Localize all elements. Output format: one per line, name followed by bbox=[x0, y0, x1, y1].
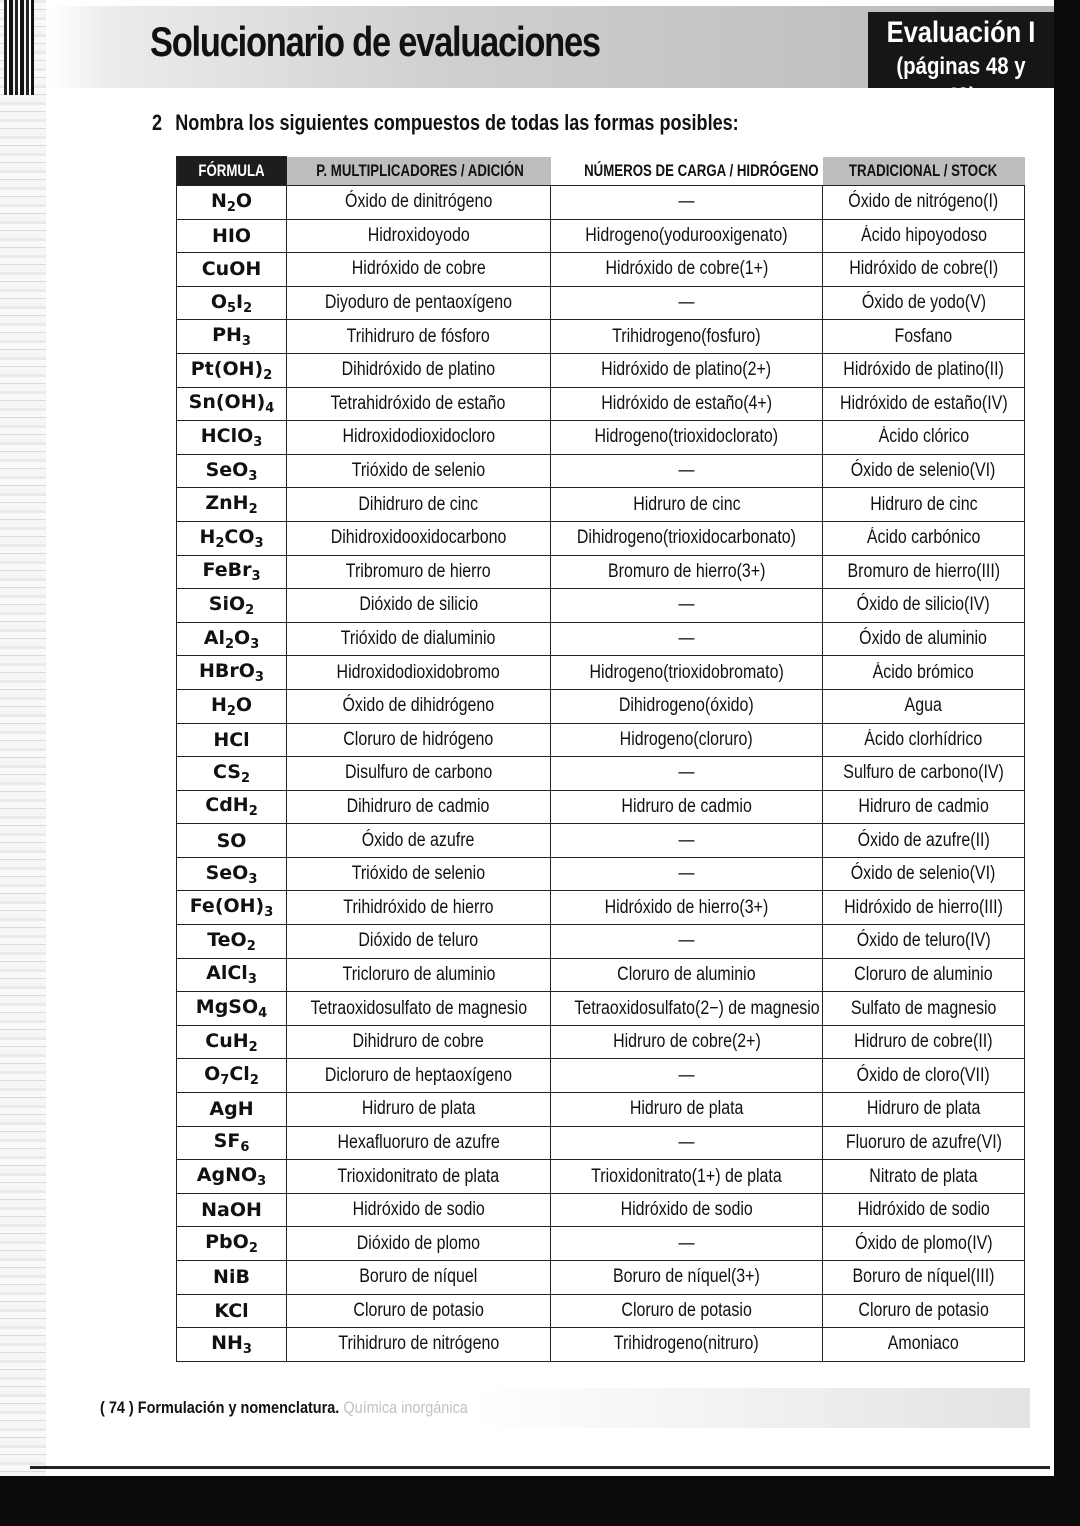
numeros-de-carga-cell: Hidruro de cobre(2+) bbox=[551, 1025, 823, 1059]
table-row bbox=[177, 421, 1025, 455]
table-row bbox=[177, 454, 1025, 488]
table-row bbox=[177, 757, 1025, 791]
numeros-de-carga-cell: Trihidrogeno(nitruro) bbox=[551, 1328, 823, 1362]
tradicional-cell: Cloruro de aluminio bbox=[823, 958, 1025, 992]
table-row bbox=[177, 1160, 1025, 1194]
formula-cell bbox=[177, 857, 287, 891]
multiplicadores-cell: Trihidróxido de hierro bbox=[287, 891, 551, 925]
numeros-de-carga-cell: Hidruro de cinc bbox=[551, 488, 823, 522]
scan-border-bottom bbox=[0, 1476, 1080, 1526]
formula-subscript: 3 bbox=[247, 972, 257, 988]
multiplicadores-cell: Tetraoxidosulfato de magnesio bbox=[287, 992, 551, 1026]
evaluation-badge bbox=[868, 12, 1054, 110]
tradicional-cell: Hidróxido de platino(II) bbox=[823, 353, 1025, 387]
multiplicadores-cell: Hexafluoruro de azufre bbox=[287, 1126, 551, 1160]
multiplicadores-cell: Dióxido de plomo bbox=[287, 1227, 551, 1261]
formula-subscript: 3 bbox=[254, 670, 264, 686]
multiplicadores-cell: Hidroxidoyodo bbox=[287, 219, 551, 253]
page-number: ( 74 ) bbox=[100, 1398, 134, 1417]
footer-subtitle: Química inorgánica bbox=[343, 1398, 468, 1417]
formula-cell bbox=[177, 723, 287, 757]
multiplicadores-cell: Dihidróxido de platino bbox=[287, 353, 551, 387]
multiplicadores-cell: Hidruro de plata bbox=[287, 1093, 551, 1127]
multiplicadores-cell: Trihidruro de nitrógeno bbox=[287, 1328, 551, 1362]
multiplicadores-cell: Trioxidonitrato de plata bbox=[287, 1160, 551, 1194]
formula-subscript: 3 bbox=[257, 1174, 267, 1190]
tradicional-cell: Óxido de teluro(IV) bbox=[823, 925, 1025, 959]
table-row bbox=[177, 958, 1025, 992]
paper-left-edge bbox=[0, 0, 46, 1480]
formula-text: HBrO bbox=[199, 660, 255, 683]
formula-subscript: 2 bbox=[245, 602, 255, 618]
numeros-de-carga-cell: Trioxidonitrato(1+) de plata bbox=[551, 1160, 823, 1194]
formula-subscript: 3 bbox=[248, 468, 258, 484]
formula-cell bbox=[177, 1294, 287, 1328]
tradicional-cell: Hidróxido de estaño(IV) bbox=[823, 387, 1025, 421]
table-row bbox=[177, 656, 1025, 690]
multiplicadores-cell: Hidróxido de sodio bbox=[287, 1193, 551, 1227]
table-row bbox=[177, 589, 1025, 623]
formula-text: Pt(OH) bbox=[190, 357, 264, 380]
page-bottom-rule bbox=[30, 1466, 1050, 1469]
page-title: Solucionario de evaluaciones bbox=[150, 18, 600, 65]
formula-text: FeBr bbox=[202, 559, 252, 582]
table-row bbox=[177, 1126, 1025, 1160]
formula-text: O bbox=[235, 189, 253, 212]
numeros-de-carga-cell: Boruro de níquel(3+) bbox=[551, 1261, 823, 1295]
formula-text: O bbox=[235, 693, 253, 716]
table-row bbox=[177, 857, 1025, 891]
formula-text: SeO bbox=[205, 458, 249, 481]
tradicional-cell: Sulfuro de carbono(IV) bbox=[823, 757, 1025, 791]
tradicional-cell: Fosfano bbox=[823, 320, 1025, 354]
column-header-multiplicadores: P. MULTIPLICADORES / ADICIÓN bbox=[287, 157, 551, 186]
multiplicadores-cell: Trióxido de selenio bbox=[287, 857, 551, 891]
numeros-de-carga-cell: — bbox=[551, 857, 823, 891]
numeros-de-carga-cell: Hidróxido de estaño(4+) bbox=[551, 387, 823, 421]
formula-cell bbox=[177, 186, 287, 220]
table-header-row bbox=[177, 157, 1025, 186]
numeros-de-carga-cell: — bbox=[551, 757, 823, 791]
multiplicadores-cell: Óxido de dihidrógeno bbox=[287, 689, 551, 723]
formula-cell bbox=[177, 320, 287, 354]
formula-text: AgH bbox=[209, 1098, 254, 1121]
formula-text: CuH bbox=[205, 1029, 249, 1052]
numeros-de-carga-cell: — bbox=[551, 1126, 823, 1160]
formula-subscript: 6 bbox=[240, 1140, 250, 1156]
numeros-de-carga-cell: Dihidrogeno(óxido) bbox=[551, 689, 823, 723]
formula-text: Al bbox=[203, 626, 225, 649]
multiplicadores-cell: Hidroxidodioxidobromo bbox=[287, 656, 551, 690]
column-header-formula: FÓRMULA bbox=[177, 157, 287, 186]
table-body bbox=[177, 186, 1025, 1362]
table-row bbox=[177, 521, 1025, 555]
tradicional-cell: Nitrato de plata bbox=[823, 1160, 1025, 1194]
formula-text: O bbox=[234, 626, 251, 649]
formula-subscript: 3 bbox=[264, 905, 274, 921]
multiplicadores-cell: Óxido de dinitrógeno bbox=[287, 186, 551, 220]
numeros-de-carga-cell: Hidróxido de platino(2+) bbox=[551, 353, 823, 387]
formula-text: H bbox=[210, 693, 227, 716]
numeros-de-carga-cell: Dihidrogeno(trioxidocarbonato) bbox=[551, 521, 823, 555]
numeros-de-carga-cell: Hidruro de cadmio bbox=[551, 790, 823, 824]
formula-subscript: 2 bbox=[224, 636, 235, 652]
multiplicadores-cell: Hidroxidodioxidocloro bbox=[287, 421, 551, 455]
column-header-tradicional: TRADICIONAL / STOCK bbox=[823, 157, 1025, 186]
numeros-de-carga-cell: Bromuro de hierro(3+) bbox=[551, 555, 823, 589]
table-row bbox=[177, 723, 1025, 757]
tradicional-cell: Fluoruro de azufre(VI) bbox=[823, 1126, 1025, 1160]
formula-text: CS bbox=[212, 760, 241, 783]
numeros-de-carga-cell: — bbox=[551, 286, 823, 320]
formula-subscript: 4 bbox=[258, 1006, 268, 1022]
formula-text: NiB bbox=[213, 1266, 250, 1289]
formula-subscript: 3 bbox=[241, 334, 251, 350]
formula-text: CuOH bbox=[201, 258, 262, 281]
formula-subscript: 2 bbox=[263, 367, 273, 383]
formula-cell bbox=[177, 1059, 287, 1093]
formula-cell bbox=[177, 824, 287, 858]
numeros-de-carga-cell: — bbox=[551, 1227, 823, 1261]
tradicional-cell: Hidruro de cadmio bbox=[823, 790, 1025, 824]
formula-text: Sn(OH) bbox=[188, 391, 266, 414]
table-row bbox=[177, 992, 1025, 1026]
table-row bbox=[177, 824, 1025, 858]
formula-cell bbox=[177, 958, 287, 992]
numeros-de-carga-cell: Cloruro de aluminio bbox=[551, 958, 823, 992]
formula-text: HClO bbox=[200, 424, 254, 447]
numeros-de-carga-cell: Cloruro de potasio bbox=[551, 1294, 823, 1328]
numeros-de-carga-cell: — bbox=[551, 589, 823, 623]
tradicional-cell: Ácido clorhídrico bbox=[823, 723, 1025, 757]
formula-subscript: 2 bbox=[248, 804, 258, 820]
formula-text: O bbox=[204, 1063, 221, 1086]
formula-text: PbO bbox=[205, 1231, 249, 1254]
tradicional-cell: Óxido de plomo(IV) bbox=[823, 1227, 1025, 1261]
formula-cell bbox=[177, 454, 287, 488]
table-row bbox=[177, 387, 1025, 421]
table-row bbox=[177, 622, 1025, 656]
formula-text: N bbox=[210, 189, 227, 212]
question-number: 2 bbox=[152, 110, 163, 135]
multiplicadores-cell: Tetrahidróxido de estaño bbox=[287, 387, 551, 421]
multiplicadores-cell: Cloruro de potasio bbox=[287, 1294, 551, 1328]
numeros-de-carga-cell: — bbox=[551, 925, 823, 959]
formula-text: I bbox=[236, 290, 244, 313]
formula-text: SO bbox=[216, 829, 247, 852]
formula-cell bbox=[177, 757, 287, 791]
formula-text: MgSO bbox=[195, 996, 259, 1019]
table-row bbox=[177, 1193, 1025, 1227]
nomenclature-table bbox=[176, 156, 1025, 1362]
numeros-de-carga-cell: Tetraoxidosulfato(2−) de magnesio bbox=[551, 992, 823, 1026]
formula-text: CO bbox=[224, 525, 255, 548]
formula-cell bbox=[177, 555, 287, 589]
page-footer bbox=[100, 1398, 468, 1418]
formula-text: NaOH bbox=[201, 1199, 262, 1222]
footer-title: Formulación y nomenclatura. bbox=[137, 1398, 340, 1417]
tradicional-cell: Ácido carbónico bbox=[823, 521, 1025, 555]
table-row bbox=[177, 1025, 1025, 1059]
table-row bbox=[177, 1093, 1025, 1127]
formula-text: HCl bbox=[213, 728, 250, 751]
tradicional-cell: Hidróxido de hierro(III) bbox=[823, 891, 1025, 925]
formula-cell bbox=[177, 1093, 287, 1127]
question-prompt bbox=[152, 110, 739, 136]
formula-text: Cl bbox=[229, 1063, 250, 1086]
multiplicadores-cell: Trihidruro de fósforo bbox=[287, 320, 551, 354]
formula-text: AlCl bbox=[206, 962, 248, 985]
formula-subscript: 3 bbox=[250, 636, 260, 652]
evaluation-title: Evaluación I bbox=[886, 16, 1036, 49]
multiplicadores-cell: Tricloruro de aluminio bbox=[287, 958, 551, 992]
multiplicadores-cell: Dicloruro de heptaoxígeno bbox=[287, 1059, 551, 1093]
formula-subscript: 2 bbox=[215, 535, 225, 551]
formula-cell bbox=[177, 1025, 287, 1059]
tradicional-cell: Óxido de selenio(VI) bbox=[823, 857, 1025, 891]
numeros-de-carga-cell: Trihidrogeno(fosfuro) bbox=[551, 320, 823, 354]
formula-subscript: 3 bbox=[242, 1341, 252, 1357]
multiplicadores-cell: Dióxido de silicio bbox=[287, 589, 551, 623]
formula-subscript: 2 bbox=[226, 199, 236, 215]
tradicional-cell: Boruro de níquel(III) bbox=[823, 1261, 1025, 1295]
table-row bbox=[177, 925, 1025, 959]
column-header-numeros-de-carga: NÚMEROS DE CARGA / HIDRÓGENO bbox=[551, 157, 823, 186]
scan-border-right bbox=[1054, 0, 1080, 1526]
footer-band bbox=[470, 1388, 1030, 1428]
formula-cell bbox=[177, 891, 287, 925]
table-row bbox=[177, 1261, 1025, 1295]
formula-text: PH bbox=[212, 324, 242, 347]
numeros-de-carga-cell: — bbox=[551, 824, 823, 858]
tradicional-cell: Ácido clórico bbox=[823, 421, 1025, 455]
multiplicadores-cell: Diyoduro de pentaoxígeno bbox=[287, 286, 551, 320]
numeros-de-carga-cell: Hidróxido de cobre(1+) bbox=[551, 253, 823, 287]
tradicional-cell: Hidruro de plata bbox=[823, 1093, 1025, 1127]
binding-edge bbox=[4, 0, 34, 95]
formula-subscript: 2 bbox=[248, 502, 258, 518]
formula-cell bbox=[177, 589, 287, 623]
multiplicadores-cell: Dihidruro de cobre bbox=[287, 1025, 551, 1059]
table-row bbox=[177, 219, 1025, 253]
formula-cell bbox=[177, 790, 287, 824]
numeros-de-carga-cell: — bbox=[551, 454, 823, 488]
multiplicadores-cell: Dihidroxidooxidocarbono bbox=[287, 521, 551, 555]
tradicional-cell: Óxido de silicio(IV) bbox=[823, 589, 1025, 623]
tradicional-cell: Sulfato de magnesio bbox=[823, 992, 1025, 1026]
formula-text: KCl bbox=[214, 1299, 249, 1322]
evaluation-pages: (páginas 48 y 49) bbox=[896, 53, 1026, 110]
tradicional-cell: Bromuro de hierro(III) bbox=[823, 555, 1025, 589]
formula-text: AgNO bbox=[196, 1164, 258, 1187]
table-row bbox=[177, 286, 1025, 320]
tradicional-cell: Óxido de cloro(VII) bbox=[823, 1059, 1025, 1093]
formula-text: SeO bbox=[205, 861, 249, 884]
formula-text: TeO bbox=[207, 928, 247, 951]
formula-subscript: 2 bbox=[249, 1073, 259, 1089]
formula-cell bbox=[177, 219, 287, 253]
formula-subscript: 3 bbox=[254, 535, 264, 551]
formula-cell bbox=[177, 1160, 287, 1194]
table-row bbox=[177, 1328, 1025, 1362]
formula-subscript: 2 bbox=[226, 703, 236, 719]
formula-cell bbox=[177, 1328, 287, 1362]
multiplicadores-cell: Hidróxido de cobre bbox=[287, 253, 551, 287]
formula-subscript: 3 bbox=[251, 569, 261, 585]
formula-text: ZnH bbox=[205, 492, 249, 515]
multiplicadores-cell: Óxido de azufre bbox=[287, 824, 551, 858]
tradicional-cell: Óxido de selenio(VI) bbox=[823, 454, 1025, 488]
multiplicadores-cell: Boruro de níquel bbox=[287, 1261, 551, 1295]
numeros-de-carga-cell: Hidruro de plata bbox=[551, 1093, 823, 1127]
table-row bbox=[177, 353, 1025, 387]
formula-cell bbox=[177, 488, 287, 522]
tradicional-cell: Hidruro de cinc bbox=[823, 488, 1025, 522]
numeros-de-carga-cell: Hidrogeno(cloruro) bbox=[551, 723, 823, 757]
formula-text: HIO bbox=[211, 224, 252, 247]
numeros-de-carga-cell: Hidrogeno(trioxidoclorato) bbox=[551, 421, 823, 455]
formula-cell bbox=[177, 286, 287, 320]
table-row bbox=[177, 1294, 1025, 1328]
multiplicadores-cell: Disulfuro de carbono bbox=[287, 757, 551, 791]
table-row bbox=[177, 1059, 1025, 1093]
formula-cell bbox=[177, 1227, 287, 1261]
formula-cell bbox=[177, 1193, 287, 1227]
tradicional-cell: Ácido brómico bbox=[823, 656, 1025, 690]
formula-text: NH bbox=[211, 1331, 243, 1354]
table-row bbox=[177, 689, 1025, 723]
formula-subscript: 3 bbox=[248, 871, 258, 887]
multiplicadores-cell: Tribromuro de hierro bbox=[287, 555, 551, 589]
formula-subscript: 2 bbox=[248, 1039, 258, 1055]
formula-text: H bbox=[199, 525, 216, 548]
table-row bbox=[177, 320, 1025, 354]
numeros-de-carga-cell: — bbox=[551, 622, 823, 656]
numeros-de-carga-cell: — bbox=[551, 186, 823, 220]
numeros-de-carga-cell: Hidrogeno(trioxidobromato) bbox=[551, 656, 823, 690]
multiplicadores-cell: Dihidruro de cadmio bbox=[287, 790, 551, 824]
table-row bbox=[177, 488, 1025, 522]
tradicional-cell: Hidróxido de cobre(I) bbox=[823, 253, 1025, 287]
formula-subscript: 2 bbox=[248, 1241, 258, 1257]
formula-text: SiO bbox=[208, 592, 246, 615]
formula-subscript: 2 bbox=[240, 770, 251, 786]
formula-cell bbox=[177, 656, 287, 690]
formula-cell bbox=[177, 353, 287, 387]
formula-subscript: 5 bbox=[226, 300, 237, 316]
tradicional-cell: Hidróxido de sodio bbox=[823, 1193, 1025, 1227]
numeros-de-carga-cell: — bbox=[551, 1059, 823, 1093]
formula-cell bbox=[177, 992, 287, 1026]
formula-cell bbox=[177, 925, 287, 959]
formula-cell bbox=[177, 521, 287, 555]
table-row bbox=[177, 186, 1025, 220]
numeros-de-carga-cell: Hidrogeno(yodurooxigenato) bbox=[551, 219, 823, 253]
formula-subscript: 2 bbox=[246, 938, 256, 954]
multiplicadores-cell: Cloruro de hidrógeno bbox=[287, 723, 551, 757]
formula-subscript: 4 bbox=[265, 401, 275, 417]
formula-cell bbox=[177, 689, 287, 723]
formula-cell bbox=[177, 1126, 287, 1160]
formula-cell bbox=[177, 421, 287, 455]
formula-cell bbox=[177, 1261, 287, 1295]
tradicional-cell: Cloruro de potasio bbox=[823, 1294, 1025, 1328]
table-row bbox=[177, 790, 1025, 824]
multiplicadores-cell: Trióxido de dialuminio bbox=[287, 622, 551, 656]
table-row bbox=[177, 253, 1025, 287]
formula-text: CdH bbox=[205, 794, 249, 817]
multiplicadores-cell: Trióxido de selenio bbox=[287, 454, 551, 488]
formula-subscript: 3 bbox=[253, 434, 263, 450]
tradicional-cell: Amoniaco bbox=[823, 1328, 1025, 1362]
table-row bbox=[177, 1227, 1025, 1261]
formula-subscript: 2 bbox=[243, 300, 253, 316]
formula-text: SF bbox=[213, 1130, 241, 1153]
formula-cell bbox=[177, 253, 287, 287]
tradicional-cell: Óxido de aluminio bbox=[823, 622, 1025, 656]
formula-text: Fe(OH) bbox=[189, 895, 265, 918]
formula-cell bbox=[177, 622, 287, 656]
numeros-de-carga-cell: Hidróxido de sodio bbox=[551, 1193, 823, 1227]
formula-cell bbox=[177, 387, 287, 421]
formula-text: O bbox=[210, 290, 227, 313]
question-text: Nombra los siguientes compuestos de todas las formas posibles: bbox=[175, 110, 739, 135]
table-row bbox=[177, 891, 1025, 925]
multiplicadores-cell: Dihidruro de cinc bbox=[287, 488, 551, 522]
tradicional-cell: Óxido de azufre(II) bbox=[823, 824, 1025, 858]
formula-subscript: 7 bbox=[220, 1073, 230, 1089]
numeros-de-carga-cell: Hidróxido de hierro(3+) bbox=[551, 891, 823, 925]
tradicional-cell: Óxido de yodo(V) bbox=[823, 286, 1025, 320]
tradicional-cell: Óxido de nitrógeno(I) bbox=[823, 186, 1025, 220]
tradicional-cell: Agua bbox=[823, 689, 1025, 723]
tradicional-cell: Hidruro de cobre(II) bbox=[823, 1025, 1025, 1059]
tradicional-cell: Ácido hipoyodoso bbox=[823, 219, 1025, 253]
multiplicadores-cell: Dióxido de teluro bbox=[287, 925, 551, 959]
table-row bbox=[177, 555, 1025, 589]
